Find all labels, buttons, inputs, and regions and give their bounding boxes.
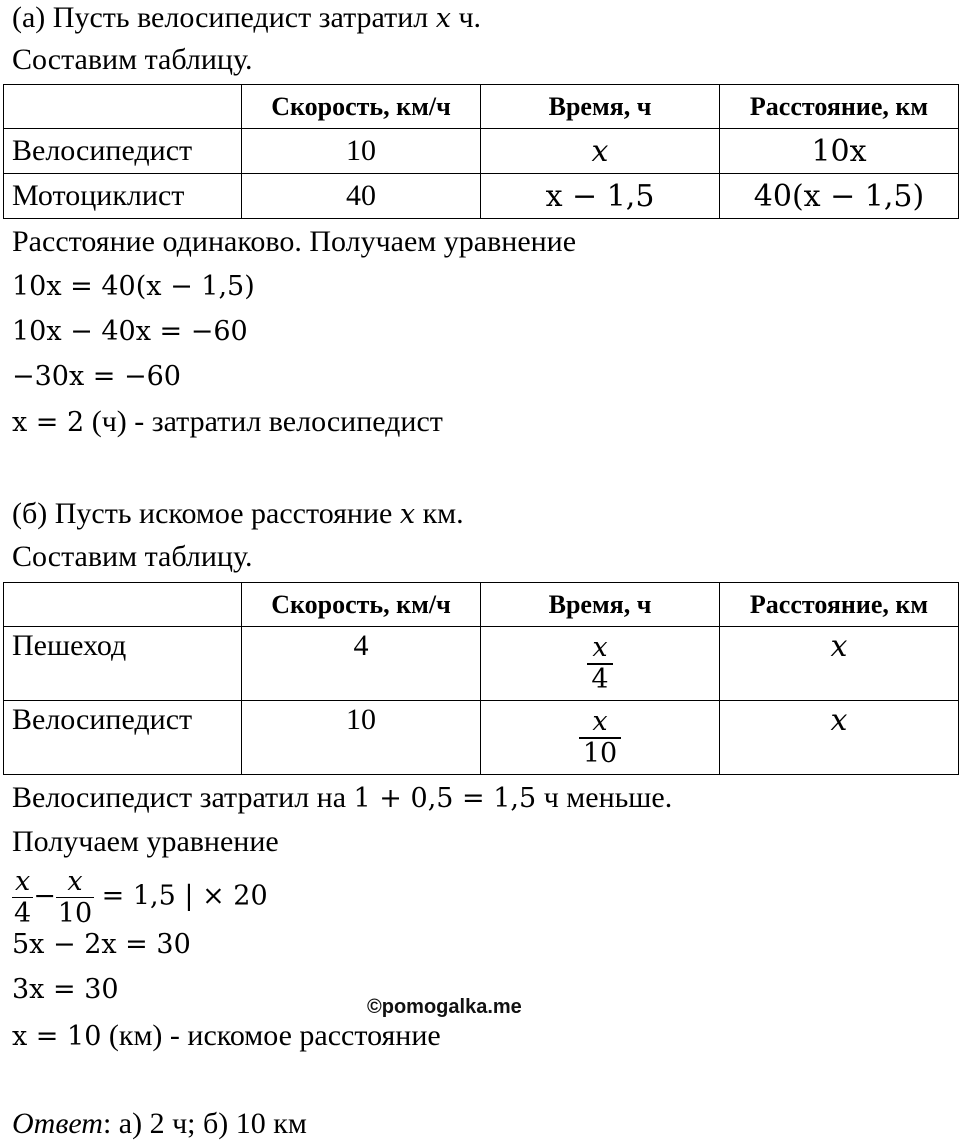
- time-cell: [481, 701, 720, 775]
- time-fraction: $\frac{x}{4}$: [587, 633, 612, 694]
- distance-cell: 40(x − 1,5): [720, 174, 959, 219]
- table-b-header-row: [4, 583, 959, 627]
- row-label: Велосипедист: [4, 129, 242, 174]
- variable-x: x: [399, 499, 416, 530]
- table-b-header-empty: [4, 583, 242, 627]
- part-b-get-equation: Получаем уравнение: [12, 825, 279, 858]
- part-a-result: x = 2 (ч) - затратил велосипедист: [12, 405, 443, 438]
- row-label: Пешеход: [4, 627, 242, 701]
- table-a-header-distance: Расстояние, км: [720, 85, 959, 129]
- row-label: Мотоциклист: [4, 174, 242, 219]
- variable-x: x: [435, 3, 451, 34]
- speed-cell: 4: [242, 627, 481, 701]
- part-a-after-table: Расстояние одинаково. Получаем уравнение: [12, 225, 577, 258]
- table-a: [3, 84, 959, 219]
- speed-cell: 40: [242, 174, 481, 219]
- time-cell: [481, 627, 720, 701]
- part-a-intro: (а) Пусть велосипедист затратил x ч.: [12, 1, 482, 34]
- distance-cell: x: [720, 701, 959, 775]
- part-b-make-table: Составим таблицу.: [12, 540, 253, 573]
- equation-step: 10x − 40x = −60: [12, 316, 248, 347]
- answer: [12, 1106, 307, 1142]
- part-b-intro: (б) Пусть искомое расстояние x км.: [12, 497, 464, 530]
- fraction: $\frac{x}{4}$: [14, 866, 32, 930]
- answer-label: Ответ: [12, 1107, 103, 1140]
- part-b-equation: $\frac{x}{4}$ − $\frac{x}{10}$ = 1,5 | × 20: [14, 866, 268, 930]
- table-a-header-empty: [4, 85, 242, 129]
- equation-step: 10x = 40(x − 1,5): [12, 271, 255, 302]
- time-cell: x: [481, 129, 720, 174]
- speed-cell: 10: [242, 129, 481, 174]
- table-a-header-row: [4, 85, 959, 129]
- row-label: Велосипедист: [4, 701, 242, 775]
- part-b-result: x = 10 (км) - искомое расстояние: [12, 1019, 441, 1052]
- answer-text: : а) 2 ч; б) 10 км: [102, 1107, 307, 1140]
- table-row: [4, 627, 959, 701]
- speed-cell: 10: [242, 701, 481, 775]
- time-fraction: $\frac{x}{10}$: [579, 707, 621, 768]
- distance-cell: 10x: [720, 129, 959, 174]
- equation-step: −30x = −60: [12, 361, 181, 392]
- part-b-difference: Велосипедист затратил на 1 + 0,5 = 1,5 ч меньше.: [12, 781, 673, 814]
- table-b-header-time: Время, ч: [481, 583, 720, 627]
- table-a-header-speed: Скорость, км/ч: [242, 85, 481, 129]
- part-a-make-table: Составим таблицу.: [12, 43, 253, 76]
- table-row: [4, 701, 959, 775]
- distance-cell: x: [720, 627, 959, 701]
- table-row: [4, 129, 959, 174]
- watermark: ©pomogalka.me: [367, 996, 522, 1018]
- fraction: $\frac{x}{10}$: [57, 866, 93, 930]
- equation-step: 5x − 2x = 30: [12, 929, 191, 960]
- table-a-header-time: Время, ч: [481, 85, 720, 129]
- table-b: [3, 582, 959, 775]
- equation-step: 3x = 30: [12, 974, 119, 1005]
- time-cell: x − 1,5: [481, 174, 720, 219]
- table-row: [4, 174, 959, 219]
- table-b-header-speed: Скорость, км/ч: [242, 583, 481, 627]
- table-b-header-distance: Расстояние, км: [720, 583, 959, 627]
